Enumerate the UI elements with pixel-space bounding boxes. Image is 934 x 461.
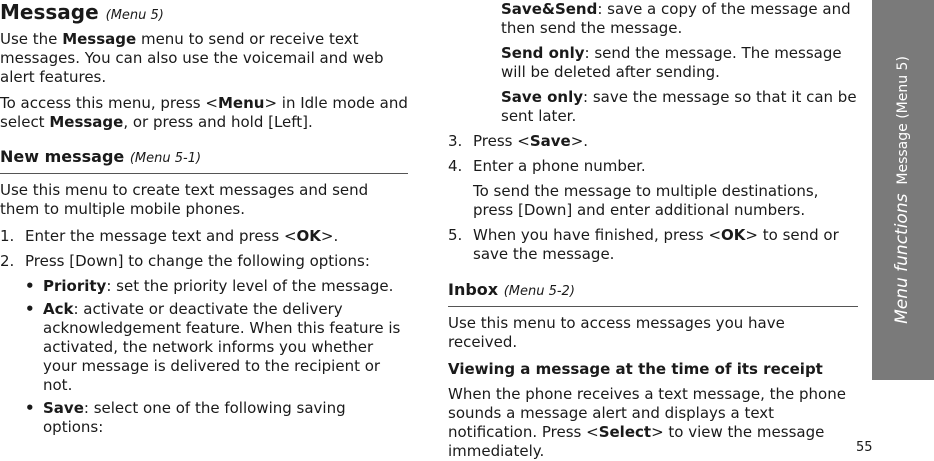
page-title-text: Message — [0, 0, 99, 24]
intro-paragraph: Use the Message menu to send or receive text messages. You can also use the voicemail and web alert features. — [0, 30, 384, 86]
step-1: 1. Enter the message text and press <OK>. — [0, 227, 339, 245]
bullet-save: • Save: select one of the following saving options: — [25, 399, 346, 436]
step-3: 3. Press <Save>. — [448, 132, 589, 150]
inbox-heading: Inbox (Menu 5-2) — [448, 280, 858, 307]
inbox-subheading: Viewing a message at the time of its receipt — [448, 360, 823, 378]
step-5: 5. When you have finished, press <OK> to send or save the message. — [448, 226, 839, 263]
new-message-desc: Use this menu to create text messages and send them to multiple mobile phones. — [0, 181, 369, 218]
left-column — [0, 0, 408, 437]
step-2: 2. Press [Down] to change the following options: — [0, 252, 370, 270]
bullet-ack: • Ack: activate or deactivate the delivery acknowledgement feature. When this feature is activated, the network informs you whether your message is delivered to the recipient or not. — [25, 300, 401, 394]
new-message-heading: New message (Menu 5-1) — [0, 147, 408, 174]
page-number: 55 — [856, 440, 873, 455]
access-paragraph: To access this menu, press <Menu> in Idle mode and select Message, or press and hold [Left]. — [0, 94, 408, 131]
step-4: 4. Enter a phone number. — [448, 157, 646, 175]
section-tab-label: Menu functions Message (Menu 5) — [892, 56, 912, 324]
page-title-ref: (Menu 5) — [105, 8, 164, 23]
page-title — [0, 1, 408, 27]
option-send-only: Send only: send the message. The message will be deleted after sending. — [501, 44, 842, 81]
option-save-only: Save only: save the message so that it can be sent later. — [501, 88, 857, 125]
inbox-desc: Use this menu to access messages you have received. — [448, 314, 785, 351]
inbox-body: When the phone receives a text message, the phone sounds a message alert and displays a text notification. Press <Select> to view the message immediately. — [448, 385, 846, 460]
right-column — [448, 0, 858, 461]
option-save-send: Save&Send: save a copy of the message and then send the message. — [501, 0, 851, 37]
bullet-priority: • Priority: set the priority level of the message. — [25, 277, 394, 295]
step-4-note: To send the message to multiple destinations, press [Down] and enter additional numbers. — [473, 182, 819, 219]
